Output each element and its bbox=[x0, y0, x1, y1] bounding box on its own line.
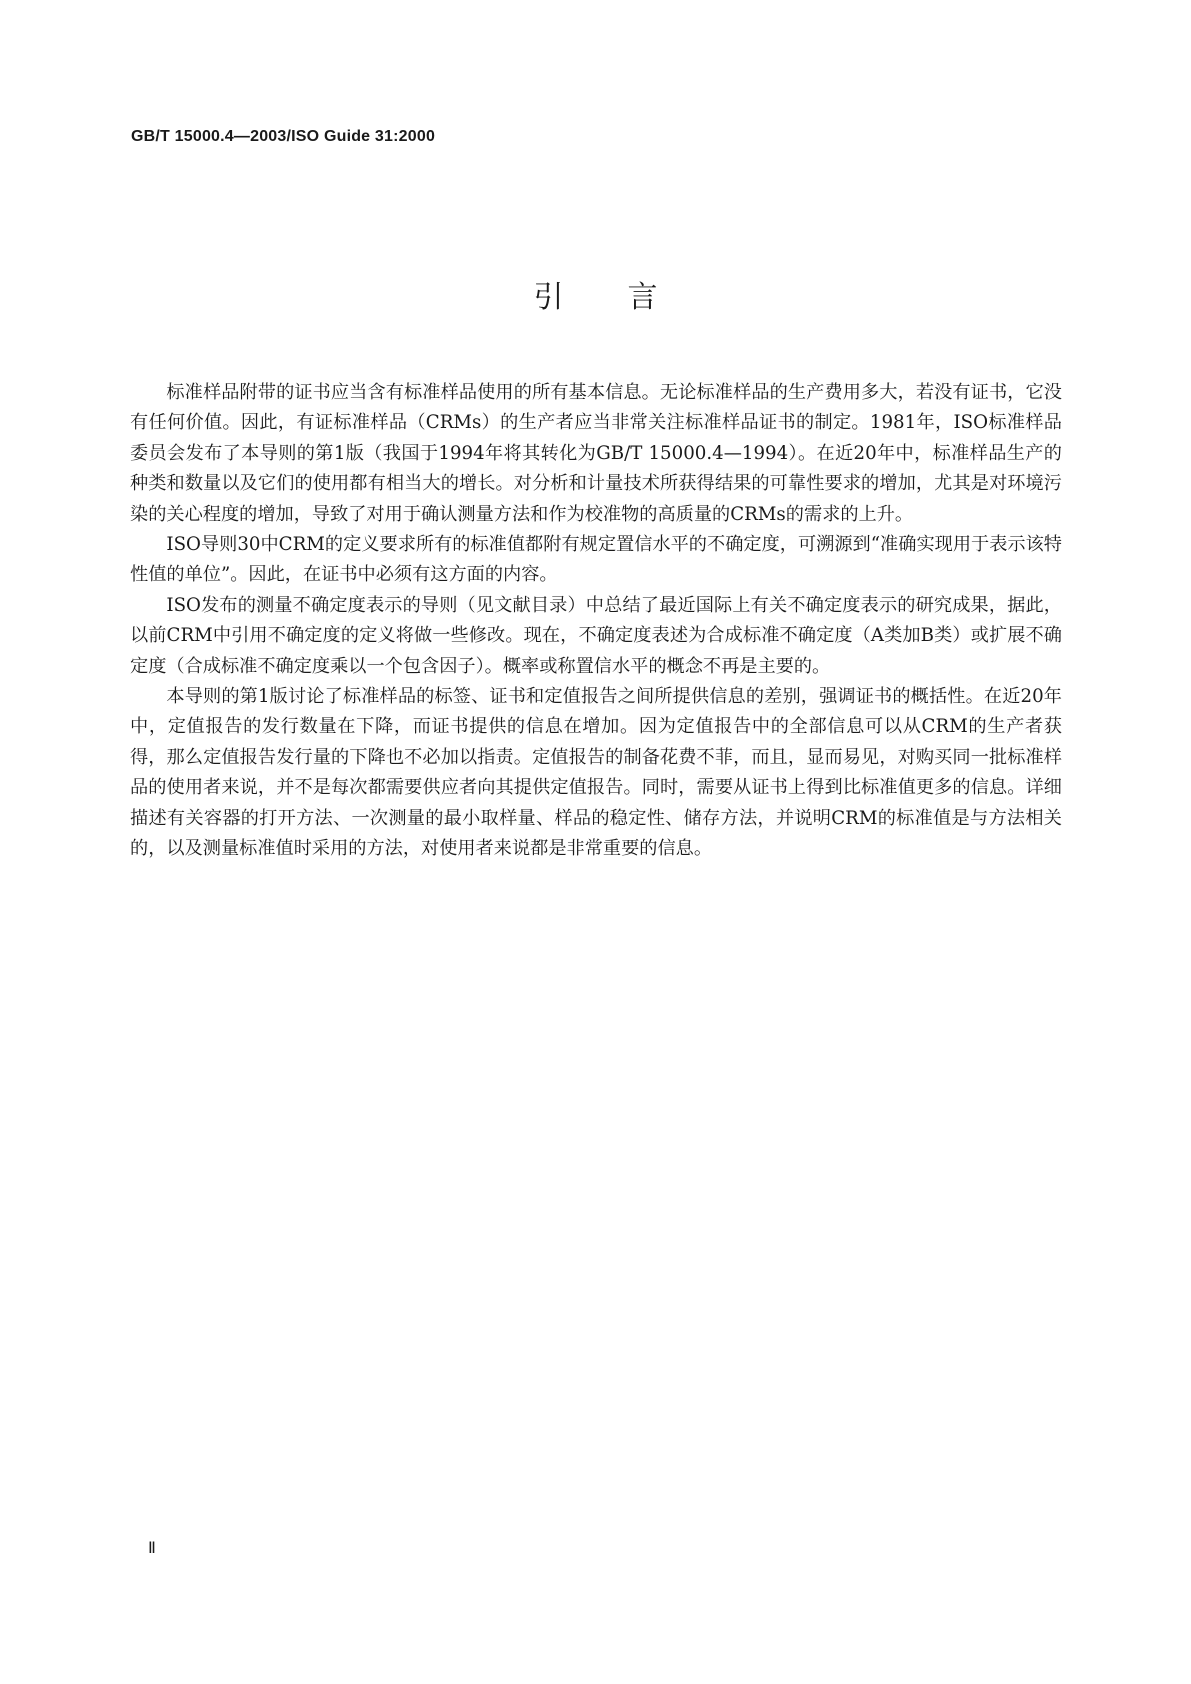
paragraph-3: ISO发布的测量不确定度表示的导则（见文献目录）中总结了最近国际上有关不确定度表示的研究成果，据此，以前CRM中引用不确定度的定义将做一些修改。现在，不确定度表述为合成标准不确定度（A类加B类）或扩展不确定度（合成标准不确定度乘以一个包含因子）。概率或称置信水平的概念不再是主要的。 bbox=[130, 594, 1062, 677]
paragraph-1: 标准样品附带的证书应当含有标准样品使用的所有基本信息。无论标准样品的生产费用多大，若没有证书，它没有任何价值。因此，有证标准样品（CRMs）的生产者应当非常关注标准样品证书的制定。1981年，ISO标准样品委员会发布了本导则的第1版（我国于1994年将其转化为GB/T 15000.4—1994）。在近20年中，标准样品生产的种类和数量以及它们的使用都有相当大的增长。对分析和计量技术所获得结果的可靠性要求的增加，尤其是对环境污染的关心程度的增加，导致了对用于确认测量方法和作为校准物的高质量的CRMs的需求的上升。 bbox=[130, 382, 1062, 525]
page-title: 引言 bbox=[533, 280, 722, 315]
standard-code-header: GB/T 15000.4—2003/ISO Guide 31:2000 bbox=[131, 128, 436, 145]
body-text bbox=[130, 378, 1062, 865]
paragraph-2: ISO导则30中CRM的定义要求所有的标准值都附有规定置信水平的不确定度，可溯源到“准确实现用于表示该特性值的单位”。因此，在证书中必须有这方面的内容。 bbox=[130, 534, 1062, 586]
page-number: Ⅱ bbox=[148, 1540, 156, 1557]
paragraph-4: 本导则的第1版讨论了标准样品的标签、证书和定值报告之间所提供信息的差别，强调证书的概括性。在近20年中，定值报告的发行数量在下降，而证书提供的信息在增加。因为定值报告中的全部信息可以从CRM的生产者获得，那么定值报告发行量的下降也不必加以指责。定值报告的制备花费不菲，而且，显而易见，对购买同一批标准样品的使用者来说，并不是每次都需要供应者向其提供定值报告。同时，需要从证书上得到比标准值更多的信息。详细描述有关容器的打开方法、一次测量的最小取样量、样品的稳定性、储存方法，并说明CRM的标准值是与方法相关的，以及测量标准值时采用的方法，对使用者来说都是非常重要的信息。 bbox=[130, 686, 1062, 860]
